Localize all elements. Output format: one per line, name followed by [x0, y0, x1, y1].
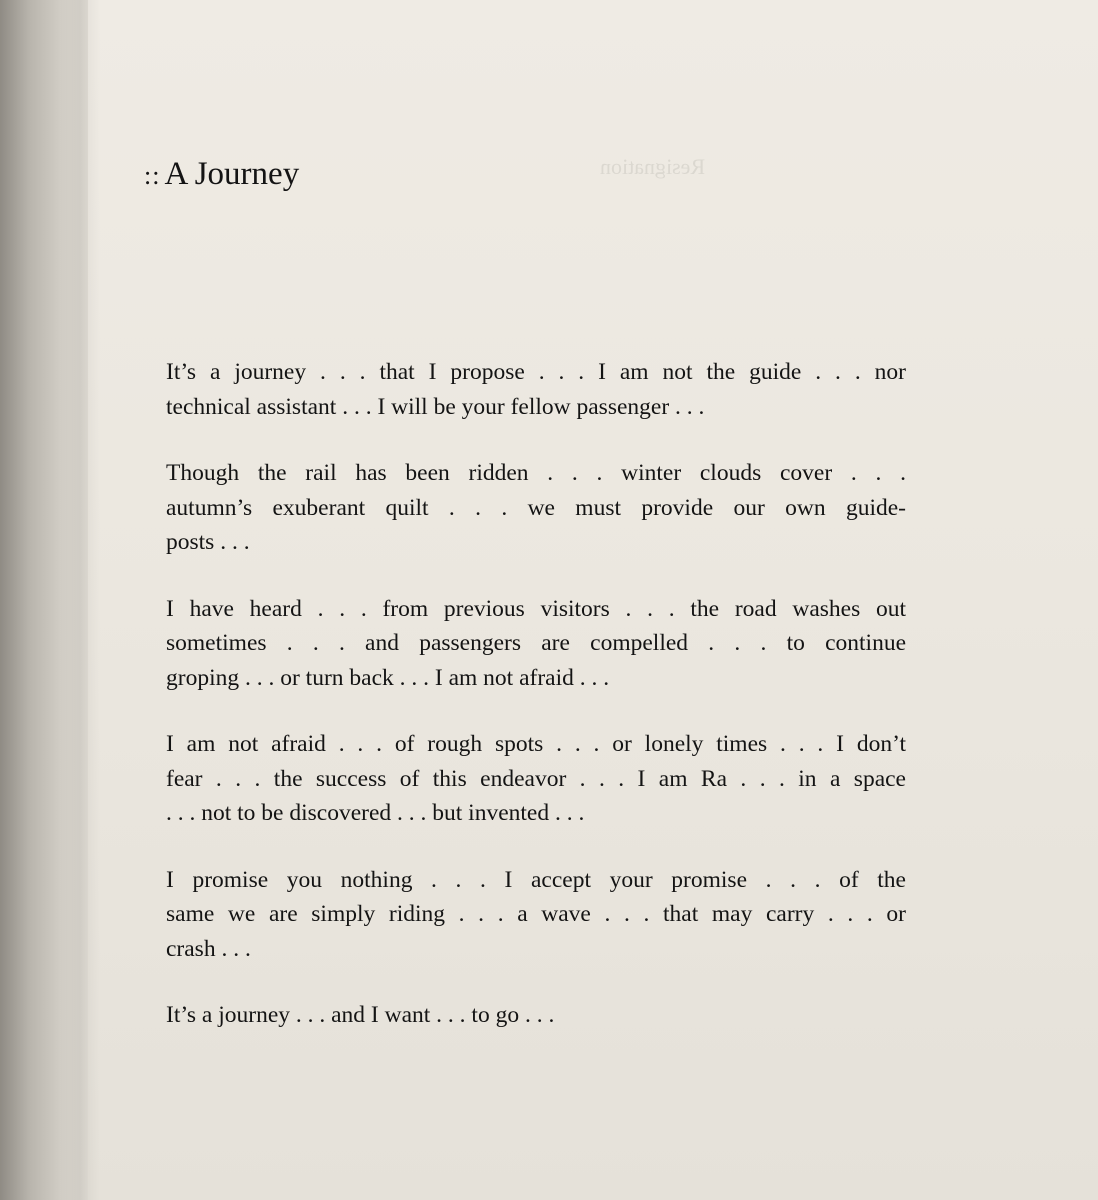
spine-shadow	[60, 0, 100, 1200]
stanza-4	[166, 727, 906, 831]
stanza-6	[166, 998, 906, 1033]
poem-line: autumn’s exuberant quilt . . . we must provide our own guide-	[166, 494, 906, 521]
poem-line: fear . . . the success of this endeavor . . . I am Ra . . . in a space	[166, 765, 906, 792]
poem-line: groping . . . or turn back . . . I am not afraid . . .	[166, 664, 610, 691]
poem-line: crash . . .	[166, 935, 251, 962]
poem-line: I am not afraid . . . of rough spots . . . or lonely times . . . I don’t	[166, 731, 906, 757]
poem-line: . . . not to be discovered . . . but invented . . .	[166, 800, 585, 826]
title-marker: ::	[144, 161, 161, 190]
stanza-3	[166, 592, 906, 696]
poem-body	[166, 355, 906, 1065]
poem-line: sometimes . . . and passengers are compelled . . . to continue	[166, 630, 906, 656]
poem-line: technical assistant . . . I will be your fellow passenger . . .	[166, 393, 705, 420]
poem-line: I promise you nothing . . . I accept your promise . . . of the	[166, 866, 906, 893]
poem-line: It’s a journey . . . that I propose . . . I am not the guide . . . nor	[166, 359, 906, 385]
poem-line: same we are simply riding . . . a wave . . . that may carry . . . or	[166, 901, 906, 927]
title-text: A Journey	[164, 156, 300, 192]
stanza-5	[166, 863, 906, 967]
stanza-2	[166, 456, 906, 560]
poem-line: Though the rail has been ridden . . . winter clouds cover . . .	[166, 460, 906, 486]
poem-line: I have heard . . . from previous visitors . . . the road washes out	[166, 595, 906, 622]
poem-title	[144, 152, 299, 198]
poem-line: posts . . .	[166, 529, 250, 555]
poem-line: It’s a journey . . . and I want . . . to go . . .	[166, 1002, 555, 1028]
stanza-1	[166, 355, 906, 424]
